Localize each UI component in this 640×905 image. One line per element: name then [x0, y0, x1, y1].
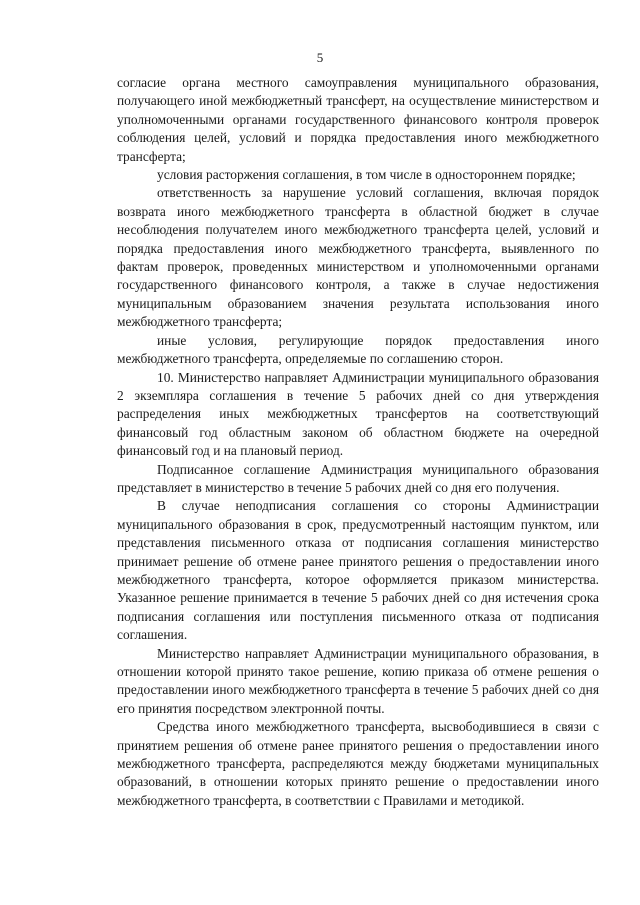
paragraph-consent: согласие органа местного самоуправления муниципального образования, получающего иной межбюджетный трансферт, на осуществление министерством и уполномоченными органами государственного финансового контроля проверок соблюдения целей, условий и порядка предоставления иного межбюджетного трансферта;: [117, 75, 599, 164]
paragraph-signed-agreement: Подписанное соглашение Администрация муниципального образования представляет в министерство в течение 5 рабочих дней со дня его получения.: [117, 461, 599, 495]
page-number: 5: [316, 50, 324, 65]
paragraph-released-funds: Средства иного межбюджетного трансферта, высвободившиеся в связи с принятием решения об отмене ранее принятого решения о предоставлении иного межбюджетного трансферта, распределяются между бюджетами муниципальных образований, в отношении которых принято решение о предоставлении иного межбюджетного трансферта, в соответствии с Правилами и методикой.: [117, 719, 599, 808]
paragraph-item-10: 10. Министерство направляет Администрации муниципального образования 2 экземпляра соглашения в течение 5 рабочих дней со дня утверждения распределения иных межбюджетных трансфертов на соответствующий финансовый год областным законом об областном бюджете на очередной финансовый год и на плановый период.: [117, 369, 599, 459]
paragraph-termination-conditions: условия расторжения соглашения, в том числе в одностороннем порядке;: [157, 167, 576, 183]
paragraph-order-copy: Министерство направляет Администрации муниципального образования, в отношении которой принято такое решение, копию приказа об отмене решения о предоставлении иного межбюджетного трансферта в течение 5 рабочих дней со дня его принятия посредством электронной почты.: [117, 645, 599, 716]
paragraph-other-conditions: иные условия, регулирующие порядок предоставления иного межбюджетного трансферта, определяемые по соглашению сторон.: [117, 332, 599, 367]
paragraph-liability: ответственность за нарушение условий соглашения, включая порядок возврата иного межбюджетного трансферта в областной бюджет в случае несоблюдения получателем иного межбюджетного трансферта целей, условий и порядка предоставления иного межбюджетного трансферта, выявленного по фактам проверок, проведенных министерством и уполномоченными органами государственного финансового контроля, а также в случае недостижения муниципальным образованием значения результата использования иного межбюджетного трансферта;: [117, 185, 599, 330]
document-body: [117, 74, 599, 810]
paragraph-non-signing: В случае неподписания соглашения со стороны Администрации муниципального образования в срок, предусмотренный настоящим пунктом, или представления письменного отказа от подписания соглашения министерство принимает решение об отмене ранее принятого решения о предоставлении иного межбюджетного трансферта, которое оформляется приказом министерства. Указанное решение принимается в течение 5 рабочих дней со дня истечения срока подписания соглашения или поступления письменного отказа от подписания соглашения.: [117, 498, 599, 643]
